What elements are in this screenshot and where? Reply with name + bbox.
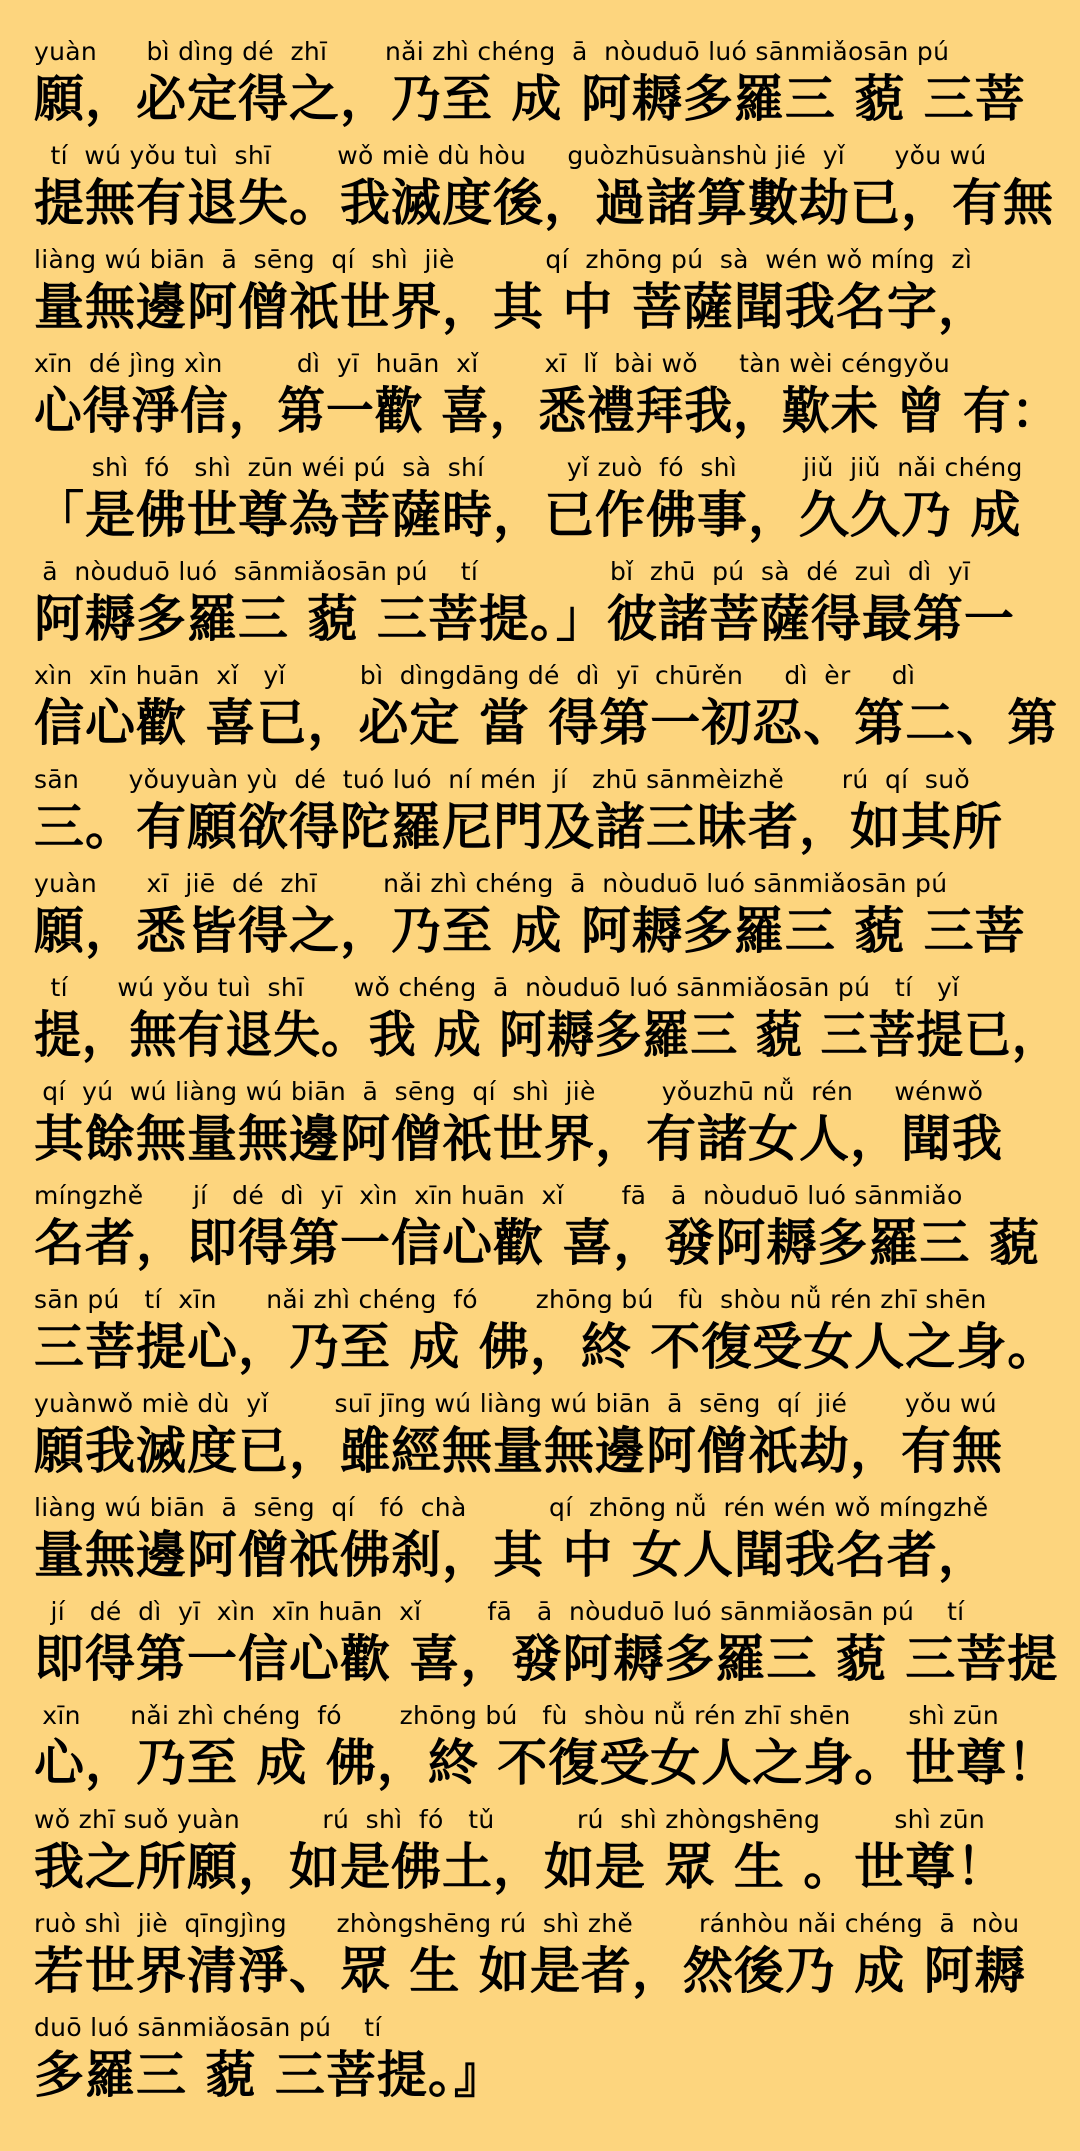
chinese-line: 我之所願，如是佛土，如是 眾 生 。世尊！	[34, 1838, 1008, 1896]
chinese-line: 多羅三 藐 三菩提。』	[34, 2046, 505, 2104]
chinese-line: 其餘無量無邊阿僧祇世界，有諸女人，聞我	[34, 1110, 1003, 1168]
pinyin-line: yuàn xī jiē dé zhī nǎi zhì chéng ā nòuduō luó sānmiǎosān pú	[34, 869, 948, 898]
chinese-line: 三菩提心，乃至 成 佛，終 不復受女人之身。	[34, 1318, 1059, 1376]
chinese-line: 願，必定得之，乃至 成 阿耨多羅三 藐 三菩	[34, 70, 1026, 128]
pinyin-line: duō luó sānmiǎosān pú tí	[34, 2013, 382, 2042]
chinese-line: 提無有退失。我滅度後，過諸算數劫已，有無	[34, 174, 1054, 232]
chinese-line: 量無邊阿僧祇世界，其 中 菩薩聞我名字，	[34, 278, 989, 336]
pinyin-line: xīn nǎi zhì chéng fó zhōng bú fù shòu nǚ rén zhī shēn shì zūn	[34, 1701, 999, 1730]
verse-line	[0, 1908, 1080, 2012]
pinyin-line: tí wú yǒu tuì shī wǒ miè dù hòu guòzhūsuànshù jié yǐ yǒu wú	[34, 141, 987, 170]
verse-line	[0, 972, 1080, 1076]
verse-line	[0, 868, 1080, 972]
pinyin-line: ā nòuduō luó sānmiǎosān pú tí bǐ zhū pú sà dé zuì dì yī	[34, 557, 971, 586]
pinyin-line: tí wú yǒu tuì shī wǒ chéng ā nòuduō luó sānmiǎosān pú tí yǐ	[34, 973, 960, 1002]
chinese-line: 若世界清淨、眾 生 如是者，然後乃 成 阿耨	[34, 1942, 1026, 2000]
pinyin-line: liàng wú biān ā sēng qí shì jiè qí zhōng pú sà wén wǒ míng zì	[34, 245, 973, 274]
verse-line	[0, 556, 1080, 660]
chinese-line: 心得淨信，第一歡 喜，悉禮拜我，歎未 曾 有：	[34, 382, 1061, 440]
pinyin-line: xìn xīn huān xǐ yǐ bì dìngdāng dé dì yī chūrěn dì èr dì	[34, 661, 916, 690]
pinyin-line: jí dé dì yī xìn xīn huān xǐ fā ā nòuduō luó sānmiǎosān pú tí	[34, 1597, 965, 1626]
chinese-line: 「是佛世尊為菩薩時，已作佛事，久久乃 成	[34, 486, 1022, 544]
verse-line	[0, 764, 1080, 868]
pinyin-line: wǒ zhī suǒ yuàn rú shì fó tǔ rú shì zhòngshēng shì zūn	[34, 1805, 986, 1834]
verse-line	[0, 1076, 1080, 1180]
chinese-line: 願，悉皆得之，乃至 成 阿耨多羅三 藐 三菩	[34, 902, 1026, 960]
pinyin-line: xīn dé jìng xìn dì yī huān xǐ xī lǐ bài wǒ tàn wèi céngyǒu	[34, 349, 951, 378]
pinyin-line: yuàn bì dìng dé zhī nǎi zhì chéng ā nòuduō luó sānmiǎosān pú	[34, 37, 950, 66]
chinese-line: 名者，即得第一信心歡 喜，發阿耨多羅三 藐	[34, 1214, 1040, 1272]
chinese-line: 提，無有退失。我 成 阿耨多羅三 藐 三菩提已，	[34, 1006, 1060, 1064]
pinyin-line: qí yú wú liàng wú biān ā sēng qí shì jiè yǒuzhū nǚ rén wénwǒ	[34, 1077, 984, 1106]
chinese-line: 阿耨多羅三 藐 三菩提。」彼諸菩薩得最第一	[34, 590, 1015, 648]
verse-line	[0, 1804, 1080, 1908]
verse-line	[0, 1492, 1080, 1596]
pinyin-line: sān yǒuyuàn yù dé tuó luó ní mén jí zhū sānmèizhě rú qí suǒ	[34, 765, 970, 794]
verse-line	[0, 1284, 1080, 1388]
verse-line	[0, 348, 1080, 452]
verse-line	[0, 140, 1080, 244]
chinese-line: 願我滅度已，雖經無量無邊阿僧祇劫，有無	[34, 1422, 1003, 1480]
pinyin-line: sān pú tí xīn nǎi zhì chéng fó zhōng bú fù shòu nǚ rén zhī shēn	[34, 1285, 987, 1314]
pinyin-line: ruò shì jiè qīngjìng zhòngshēng rú shì zhě ránhòu nǎi chéng ā nòu	[34, 1909, 1020, 1938]
chinese-line: 三。有願欲得陀羅尼門及諸三昧者，如其所	[34, 798, 1003, 856]
verse-line	[0, 2012, 1080, 2116]
verse-line	[0, 1388, 1080, 1492]
verse-line	[0, 660, 1080, 764]
verse-line	[0, 1596, 1080, 1700]
chinese-line: 心，乃至 成 佛，終 不復受女人之身。世尊！	[34, 1734, 1059, 1792]
chinese-line: 量無邊阿僧祇佛刹，其 中 女人聞我名者，	[34, 1526, 989, 1584]
pinyin-line: shì fó shì zūn wéi pú sà shí yǐ zuò fó shì jiǔ jiǔ nǎi chéng	[34, 453, 1023, 482]
verse-line	[0, 452, 1080, 556]
verse-line	[0, 1700, 1080, 1804]
pinyin-line: míngzhě jí dé dì yī xìn xīn huān xǐ fā ā nòuduō luó sānmiǎo	[34, 1181, 963, 1210]
chinese-line: 信心歡 喜已，必定 當 得第一初忍、第二、第	[34, 694, 1059, 752]
verse-line	[0, 36, 1080, 140]
verse-line	[0, 1180, 1080, 1284]
pinyin-line: yuànwǒ miè dù yǐ suī jīng wú liàng wú biān ā sēng qí jié yǒu wú	[34, 1389, 997, 1418]
verse-line	[0, 244, 1080, 348]
pinyin-line: liàng wú biān ā sēng qí fó chà qí zhōng nǚ rén wén wǒ míngzhě	[34, 1493, 989, 1522]
chinese-line: 即得第一信心歡 喜，發阿耨多羅三 藐 三菩提	[34, 1630, 1059, 1688]
